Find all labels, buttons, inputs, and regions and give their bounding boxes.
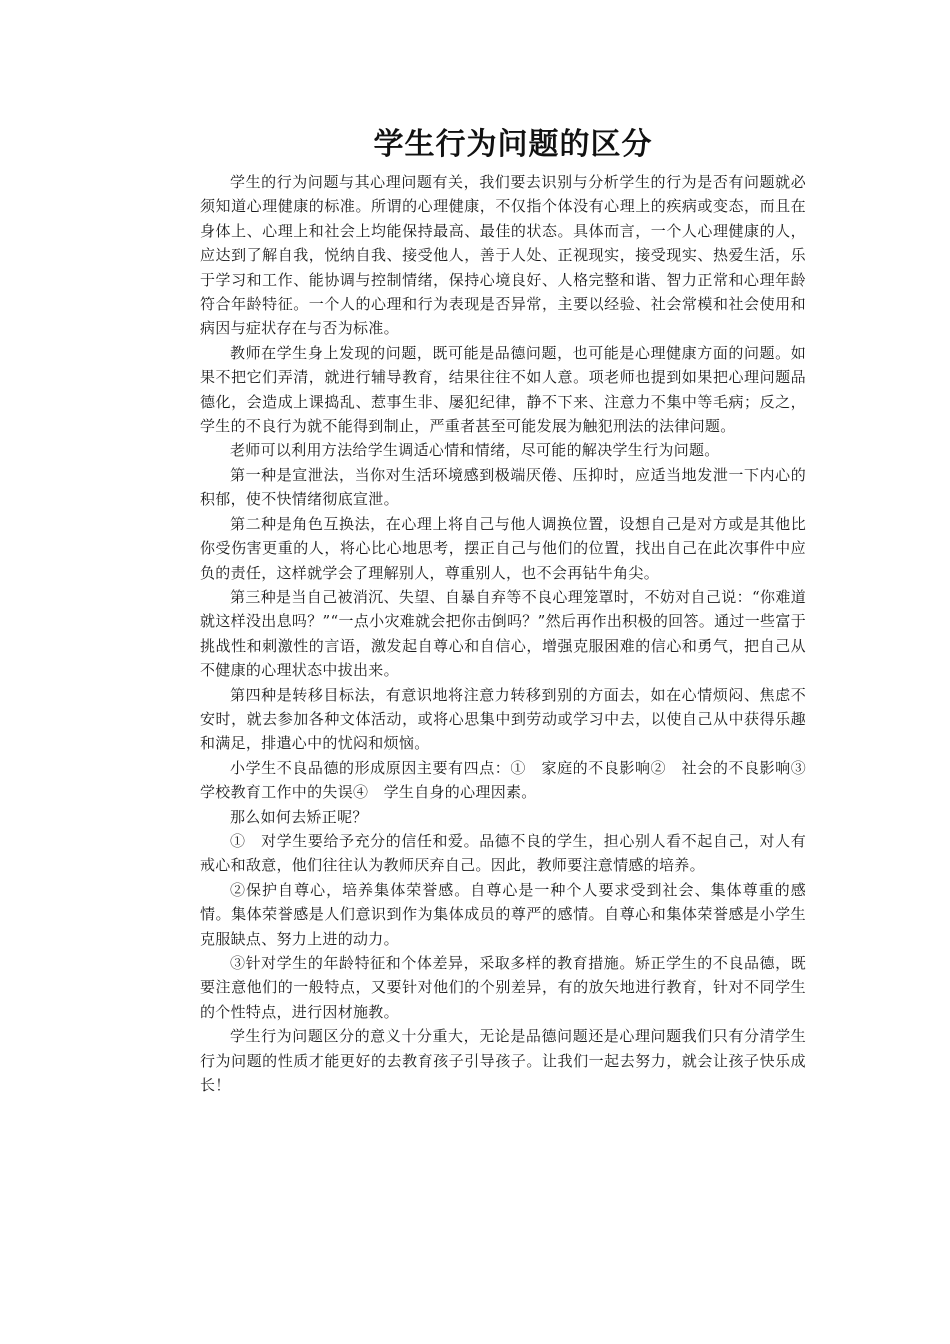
paragraph-correction-two: ②保护自尊心，培养集体荣誉感。自尊心是一种个人要求受到社会、集体尊重的感情。集体荣誉感是人们意识到作为集体成员的尊严的感情。自尊心和集体荣誉感是小学生克服缺点、努力上进的动力。 — [200, 880, 806, 948]
paragraph-mental-health-standard: 学生的行为问题与其心理问题有关，我们要去识别与分析学生的行为是否有问题就必须知道心理健康的标准。所谓的心理健康，不仅指个体没有心理上的疾病或变态，而且在身体上、心理上和社会上均能保持最高、最佳的状态。具体而言，一个人心理健康的人，应达到了解自我，悦纳自我、接受他人，善于人处、正视现实，接受现实、热爱生活，乐于学习和工作、能协调与控制情绪，保持心境良好、人格完整和谐、智力正常和心理年龄符合年龄特征。一个人的心理和行为表现是否异常，主要以经验、社会常模和社会使用和病因与症状存在与否为标准。 — [200, 173, 806, 338]
document-page — [200, 125, 822, 1097]
paragraph-causes: 小学生不良品德的形成原因主要有四点：① 家庭的不良影响② 社会的不良影响③ 学校教育工作中的失误④ 学生自身的心理因素。 — [200, 758, 822, 802]
paragraph-moral-vs-psychological: 教师在学生身上发现的问题，既可能是品德问题，也可能是心理健康方面的问题。如果不把它们弄清，就进行辅导教育，结果往往不如人意。项老师也提到如果把心理问题品德化，会造成上课捣乱、惹事生非、屡犯纪律，静不下来、注意力不集中等毛病；反之，学生的不良行为就不能得到制止，严重者甚至可能发展为触犯刑法的法律问题。 — [200, 343, 806, 436]
paragraph-method-three: 第三种是当自己被消沉、失望、自暴自弃等不良心理笼罩时，不妨对自己说：“你难道就这样没出息吗？”“一点小灾难就会把你击倒吗？”然后再作出积极的回答。通过一些富于挑战性和刺激性的言语，激发起自尊心和自信心，增强克服困难的信心和勇气，把自己从不健康的心理状态中拔出来。 — [200, 587, 806, 680]
paragraph-correction-one: ① 对学生要给予充分的信任和爱。品德不良的学生，担心别人看不起自己，对人有戒心和敌意，他们往往认为教师厌弃自己。因此，教师要注意情感的培养。 — [200, 831, 806, 875]
paragraph-method-two: 第二种是角色互换法，在心理上将自己与他人调换位置，设想自己是对方或是其他比你受伤害更重的人，将心比心地思考，摆正自己与他们的位置，找出自己在此次事件中应负的责任，这样就学会了理解别人，尊重别人，也不会再钻牛角尖。 — [200, 514, 806, 582]
paragraph-correction-question: 那么如何去矫正呢？ — [230, 807, 368, 826]
document-title: 学生行为问题的区分 — [373, 127, 653, 162]
paragraph-method-four: 第四种是转移目标法，有意识地将注意力转移到别的方面去，如在心情烦闷、焦虑不安时，就去参加各种文体活动，或将心思集中到劳动或学习中去，以使自己从中获得乐趣和满足，排遣心中的忧闷和烦恼。 — [200, 685, 806, 753]
paragraph-methods-intro: 老师可以利用方法给学生调适心情和情绪，尽可能的解决学生行为问题。 — [230, 441, 720, 460]
paragraph-correction-three: ③针对学生的年龄特征和个体差异，采取多样的教育措施。矫正学生的不良品德，既要注意他们的一般特点，又要针对他们的个别差异，有的放矢地进行教育，针对不同学生的个性特点，进行因材施教。 — [200, 954, 806, 1021]
paragraph-method-one: 第一种是宣泄法，当你对生活环境感到极端厌倦、压抑时，应适当地发泄一下内心的积郁，使不快情绪彻底宣泄。 — [200, 465, 806, 509]
paragraph-conclusion: 学生行为问题区分的意义十分重大，无论是品德问题还是心理问题我们只有分清学生行为问题的性质才能更好的去教育孩子引导孩子。让我们一起去努力，就会让孩子快乐成长！ — [200, 1027, 806, 1095]
